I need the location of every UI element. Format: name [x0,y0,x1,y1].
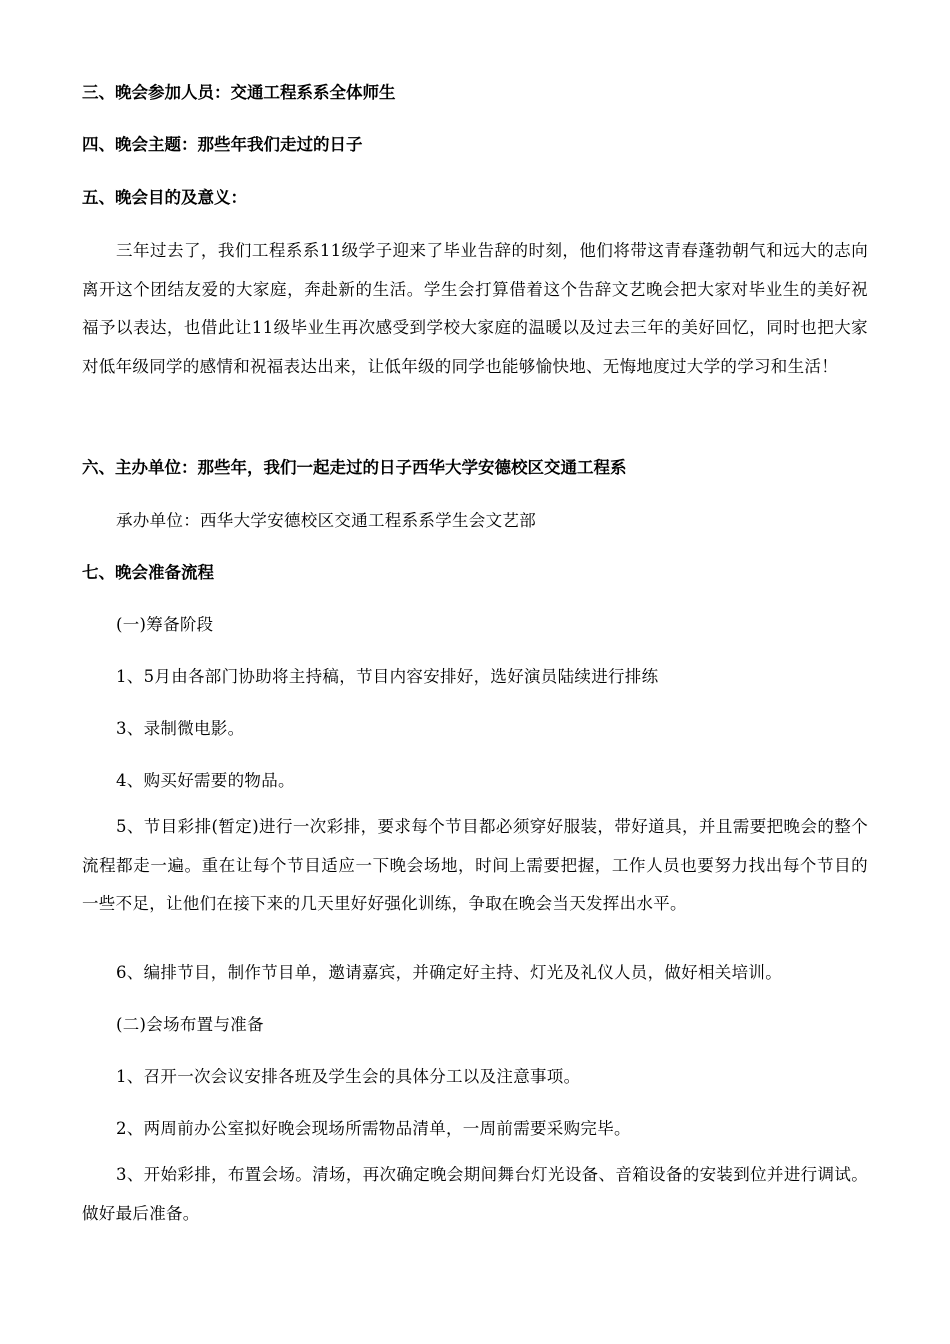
stage-1-title: (一)筹备阶段 [116,615,214,634]
heading-preparation: 七、晚会准备流程 [82,563,214,582]
stage-2-item: 2、两周前办公室拟好晚会现场所需物品清单，一周前需要采购完毕。 [116,1119,631,1138]
stage-1-item: 4、购买好需要的物品。 [116,771,295,790]
stage-2-item: 3、开始彩排，布置会场。清场，再次确定晚会期间舞台灯光设备、音箱设备的安装到位并进行调试。做好最后准备。 [82,1165,868,1223]
stage-2-item: 1、召开一次会议安排各班及学生会的具体分工以及注意事项。 [116,1067,581,1086]
co-organizer-line: 承办单位：西华大学安德校区交通工程系系学生会文艺部 [116,511,536,530]
heading-theme: 四、晚会主题：那些年我们走过的日子 [82,135,363,154]
stage-1-item: 1、5月由各部门协助将主持稿，节目内容安排好，选好演员陆续进行排练 [116,667,659,686]
stage-1-item: 3、录制微电影。 [116,719,245,738]
purpose-paragraph: 三年过去了，我们工程系系11级学子迎来了毕业告辞的时刻，他们将带这青春蓬勃朝气和远大的志向离开这个团结友爱的大家庭，奔赴新的生活。学生会打算借着这个告辞文艺晚会把大家对毕业生的美好祝福予以表达，也借此让11级毕业生再次感受到学校大家庭的温暖以及过去三年的美好回忆，同时也把大家对低年级同学的感情和祝福表达出来，让低年级的同学也能够愉快地、无悔地度过大学的学习和生活！ [82,241,868,376]
stage-2-title: (二)会场布置与准备 [116,1015,264,1034]
stage-1-item: 6、编排节目，制作节目单，邀请嘉宾，并确定好主持、灯光及礼仪人员，做好相关培训。 [116,963,782,982]
stage-1-item: 5、节目彩排(暂定)进行一次彩排，要求每个节目都必须穿好服装，带好道具，并且需要把晚会的整个流程都走一遍。重在让每个节目适应一下晚会场地，时间上需要把握，工作人员也要努力找出每个节目的一些不足，让他们在接下来的几天里好好强化训练，争取在晚会当天发挥出水平。 [82,817,868,914]
heading-purpose: 五、晚会目的及意义： [82,188,247,207]
heading-participants: 三、晚会参加人员：交通工程系系全体师生 [82,83,396,102]
heading-organizer: 六、主办单位：那些年，我们一起走过的日子西华大学安德校区交通工程系 [82,458,627,477]
